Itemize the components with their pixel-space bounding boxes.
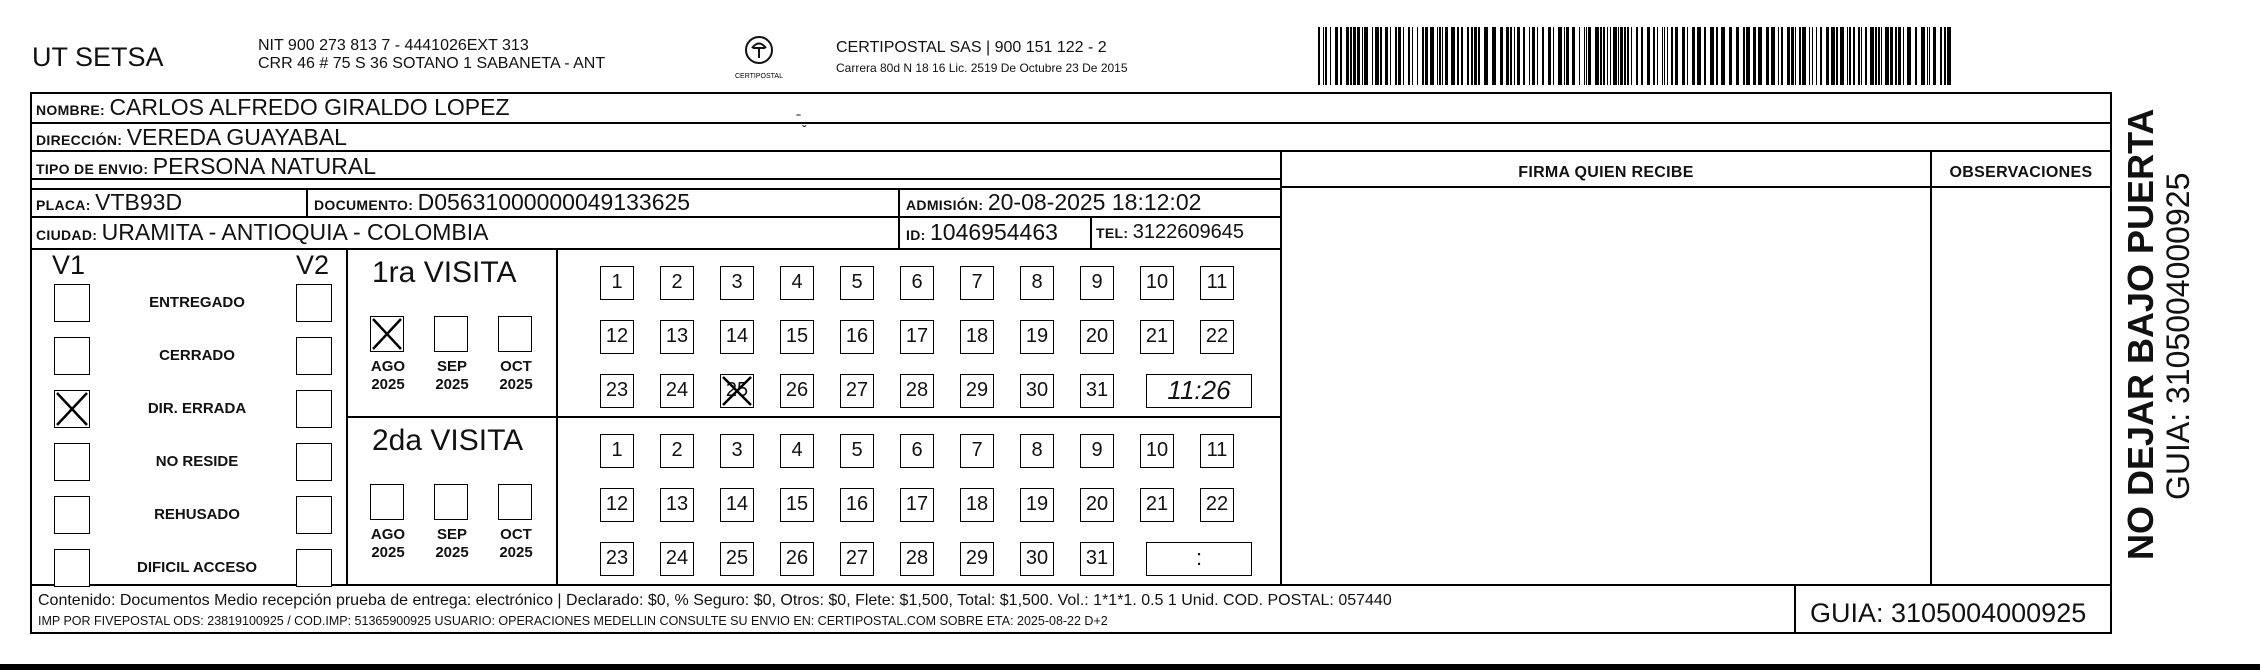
- month-checkbox[interactable]: [370, 484, 404, 520]
- day-box[interactable]: 12: [600, 488, 634, 522]
- tipo-row: [36, 153, 376, 180]
- time-box[interactable]: 11:26: [1146, 374, 1252, 408]
- day-box[interactable]: 23: [600, 542, 634, 576]
- day-box[interactable]: 18: [960, 320, 994, 354]
- month-checkbox[interactable]: [498, 484, 532, 520]
- admision-divider: [898, 190, 900, 248]
- svg-text:CERTIPOSTAL: CERTIPOSTAL: [735, 73, 783, 80]
- certipostal-line: CERTIPOSTAL SAS | 900 151 122 - 2: [836, 39, 1107, 56]
- v1-checkbox[interactable]: [54, 443, 90, 481]
- tel-divider: [1090, 218, 1092, 248]
- footer-guia-divider: [1794, 586, 1796, 634]
- pencil-mark: ˇ: [802, 122, 807, 138]
- day-box[interactable]: 2: [660, 266, 694, 300]
- day-box[interactable]: 21: [1140, 320, 1174, 354]
- day-box[interactable]: 4: [780, 266, 814, 300]
- admision-value: 20-08-2025 18:12:02: [987, 189, 1202, 215]
- placa-label: PLACA:: [36, 197, 91, 213]
- nit-line: NIT 900 273 813 7 - 4441026EXT 313: [258, 37, 529, 54]
- day-box[interactable]: 14: [720, 488, 754, 522]
- status-label: REHUSADO: [154, 506, 240, 523]
- month-checkbox[interactable]: [498, 316, 532, 352]
- day-box[interactable]: 2: [660, 434, 694, 468]
- day-box[interactable]: 30: [1020, 542, 1054, 576]
- certipostal-info: [836, 38, 1128, 78]
- company-info: [258, 37, 605, 73]
- day-box[interactable]: 16: [840, 488, 874, 522]
- nombre-value: CARLOS ALFREDO GIRALDO LOPEZ: [109, 94, 510, 120]
- month-label: SEP 2025: [435, 526, 469, 561]
- admision-label: ADMISIÓN:: [906, 197, 984, 213]
- tel-value: 3122609645: [1132, 221, 1244, 243]
- time-box[interactable]: :: [1146, 542, 1252, 576]
- day-box[interactable]: 1: [600, 266, 634, 300]
- month-checkbox[interactable]: [434, 484, 468, 520]
- v2-header: V2: [296, 250, 330, 280]
- day-box[interactable]: 16: [840, 320, 874, 354]
- v2-checkbox[interactable]: [296, 390, 332, 428]
- documento-value: D056310000000491336​25: [417, 189, 691, 215]
- check-mark-x: [721, 375, 753, 407]
- v1-checkbox[interactable]: [54, 390, 90, 428]
- day-box[interactable]: 6: [900, 434, 934, 468]
- day-box[interactable]: 3: [720, 434, 754, 468]
- admision-cell: [906, 189, 1201, 216]
- day-box[interactable]: 19: [1020, 320, 1054, 354]
- column-header-divider: [1282, 186, 2112, 188]
- day-box[interactable]: 15: [780, 320, 814, 354]
- day-box[interactable]: 6: [900, 266, 934, 300]
- day-box[interactable]: 3: [720, 266, 754, 300]
- firma-header: FIRMA QUIEN RECIBE: [1518, 164, 1694, 181]
- v1-checkbox[interactable]: [54, 549, 90, 587]
- day-box[interactable]: 10: [1140, 266, 1174, 300]
- check-mark-x: [371, 317, 403, 351]
- day-box[interactable]: 22: [1200, 488, 1234, 522]
- day-box[interactable]: 9: [1080, 266, 1114, 300]
- documento-cell: [314, 189, 690, 216]
- day-box[interactable]: 25: [720, 542, 754, 576]
- day-box[interactable]: 31: [1080, 542, 1114, 576]
- documento-label: DOCUMENTO:: [314, 197, 414, 213]
- direccion-value: VEREDA GUAYABAL: [126, 124, 347, 150]
- tel-cell: [1096, 221, 1244, 244]
- month-label: OCT 2025: [499, 358, 533, 393]
- status-label: ENTREGADO: [149, 294, 245, 311]
- check-mark-x: [55, 391, 89, 427]
- month-label: AGO 2025: [370, 526, 406, 561]
- day-box[interactable]: 5: [840, 434, 874, 468]
- day-box[interactable]: 23: [600, 374, 634, 408]
- v2-checkbox[interactable]: [296, 496, 332, 534]
- day-box[interactable]: 15: [780, 488, 814, 522]
- v1-header: V1: [52, 250, 86, 280]
- tipo-label: TIPO DE ENVIO:: [36, 161, 149, 177]
- day-box[interactable]: 17: [900, 488, 934, 522]
- day-box[interactable]: 26: [780, 542, 814, 576]
- status-label: DIFICIL ACCESO: [136, 559, 257, 576]
- day-box[interactable]: 29: [960, 374, 994, 408]
- row-divider: [30, 248, 1280, 250]
- day-box[interactable]: 8: [1020, 434, 1054, 468]
- status-label: CERRADO: [159, 347, 235, 364]
- day-box[interactable]: 19: [1020, 488, 1054, 522]
- day-box[interactable]: 30: [1020, 374, 1054, 408]
- month-checkbox[interactable]: [434, 316, 468, 352]
- visit-title: 2da VISITA: [372, 424, 524, 457]
- day-box[interactable]: 4: [780, 434, 814, 468]
- day-box[interactable]: 25: [720, 374, 754, 408]
- day-box[interactable]: 9: [1080, 434, 1114, 468]
- month-label: OCT 2025: [499, 526, 533, 561]
- footer-contenido: Contenido: Documentos Medio recepción prueba de entrega: electrónico | Declarado: $0, % Seguro: $0, Otros: $0, Flete: $1,500, Total: $1,500. Vol.: 1*1*1. 0.5 1 Unid. COD. POSTAL: 057440: [38, 592, 1392, 609]
- day-box[interactable]: 21: [1140, 488, 1174, 522]
- v2-checkbox[interactable]: [296, 284, 332, 322]
- day-box[interactable]: 29: [960, 542, 994, 576]
- month-label: SEP 2025: [435, 358, 469, 393]
- ciudad-cell: [36, 219, 488, 246]
- nombre-row: [36, 94, 510, 121]
- barcode: [1318, 27, 1956, 85]
- day-box[interactable]: 11: [1200, 434, 1234, 468]
- v2-checkbox[interactable]: [296, 549, 332, 587]
- footer-guia: GUIA: 3105004000925: [1810, 598, 2087, 628]
- obs-right-edge: [2110, 150, 2112, 584]
- v1-checkbox[interactable]: [54, 496, 90, 534]
- day-box[interactable]: 20: [1080, 320, 1114, 354]
- day-box[interactable]: 10: [1140, 434, 1174, 468]
- day-box[interactable]: 24: [660, 374, 694, 408]
- day-box[interactable]: 26: [780, 374, 814, 408]
- day-box[interactable]: 31: [1080, 374, 1114, 408]
- status-label: DIR. ERRADA: [147, 400, 247, 417]
- id-value: 1046954463: [930, 219, 1058, 245]
- day-box[interactable]: 11: [1200, 266, 1234, 300]
- nombre-label: NOMBRE:: [36, 102, 105, 118]
- id-label: ID:: [906, 227, 926, 243]
- footer-imp: IMP POR FIVEPOSTAL ODS: 23819100925 / COD.IMP: 51365900925 USUARIO: OPERACIONES MEDELLIN CONSULTE SU ENVIO EN: CERTIPOSTAL.COM SOBRE ETA: 2025-08-22 D+2: [38, 614, 1108, 628]
- day-box[interactable]: 13: [660, 320, 694, 354]
- day-box[interactable]: 12: [600, 320, 634, 354]
- license-line: Carrera 80d N 18 16 Lic. 2519 De Octubre 23 De 2015: [836, 61, 1128, 75]
- firma-column-divider: [1280, 150, 1282, 584]
- id-cell: [906, 219, 1058, 246]
- no-dejar-bajo-puerta: NO DEJAR BAJO PUERTA: [2120, 108, 2161, 560]
- day-box[interactable]: 28: [900, 374, 934, 408]
- certipostal-logo: [730, 34, 788, 84]
- tel-label: TEL:: [1096, 225, 1129, 241]
- day-box[interactable]: 28: [900, 542, 934, 576]
- day-box[interactable]: 1: [600, 434, 634, 468]
- row-divider: [30, 216, 1280, 218]
- day-box[interactable]: 7: [960, 266, 994, 300]
- day-box[interactable]: 5: [840, 266, 874, 300]
- obs-column-divider: [1930, 150, 1932, 584]
- day-box[interactable]: 17: [900, 320, 934, 354]
- v2-checkbox[interactable]: [296, 337, 332, 375]
- v2-checkbox[interactable]: [296, 443, 332, 481]
- visit-divider: [346, 416, 1280, 418]
- day-box[interactable]: 14: [720, 320, 754, 354]
- side-guia: GUIA: 3105004000925: [2160, 172, 2196, 500]
- day-box[interactable]: 20: [1080, 488, 1114, 522]
- day-box[interactable]: 22: [1200, 320, 1234, 354]
- day-box[interactable]: 7: [960, 434, 994, 468]
- observaciones-header: OBSERVACIONES: [1949, 164, 2093, 181]
- v1-checkbox[interactable]: [54, 337, 90, 375]
- v1-checkbox[interactable]: [54, 284, 90, 322]
- address-line: CRR 46 # 75 S 36 SOTANO 1 SABANETA - ANT: [258, 55, 606, 72]
- day-box[interactable]: 18: [960, 488, 994, 522]
- day-box[interactable]: 27: [840, 374, 874, 408]
- month-label: AGO 2025: [370, 358, 406, 393]
- day-box[interactable]: 13: [660, 488, 694, 522]
- status-label: NO RESIDE: [155, 453, 239, 470]
- day-box[interactable]: 24: [660, 542, 694, 576]
- pencil-mark: ˉ: [796, 112, 802, 129]
- ciudad-label: CIUDAD:: [36, 227, 98, 243]
- tipo-value: PERSONA NATURAL: [152, 153, 377, 179]
- placa-divider: [306, 190, 308, 218]
- day-box[interactable]: 27: [840, 542, 874, 576]
- direccion-label: DIRECCIÓN:: [36, 132, 123, 148]
- day-box[interactable]: 8: [1020, 266, 1054, 300]
- footer-divider: [30, 584, 2112, 586]
- month-checkbox[interactable]: [370, 316, 404, 352]
- placa-value: VTB93D: [95, 189, 183, 215]
- placa-cell: [36, 189, 182, 216]
- ciudad-value: URAMITA - ANTIOQUIA - COLOMBIA: [101, 219, 489, 245]
- direccion-row: [36, 124, 347, 151]
- visit-title: 1ra VISITA: [372, 256, 517, 289]
- company-name: UT SETSA: [32, 42, 164, 72]
- page-bottom-edge: [0, 664, 2260, 670]
